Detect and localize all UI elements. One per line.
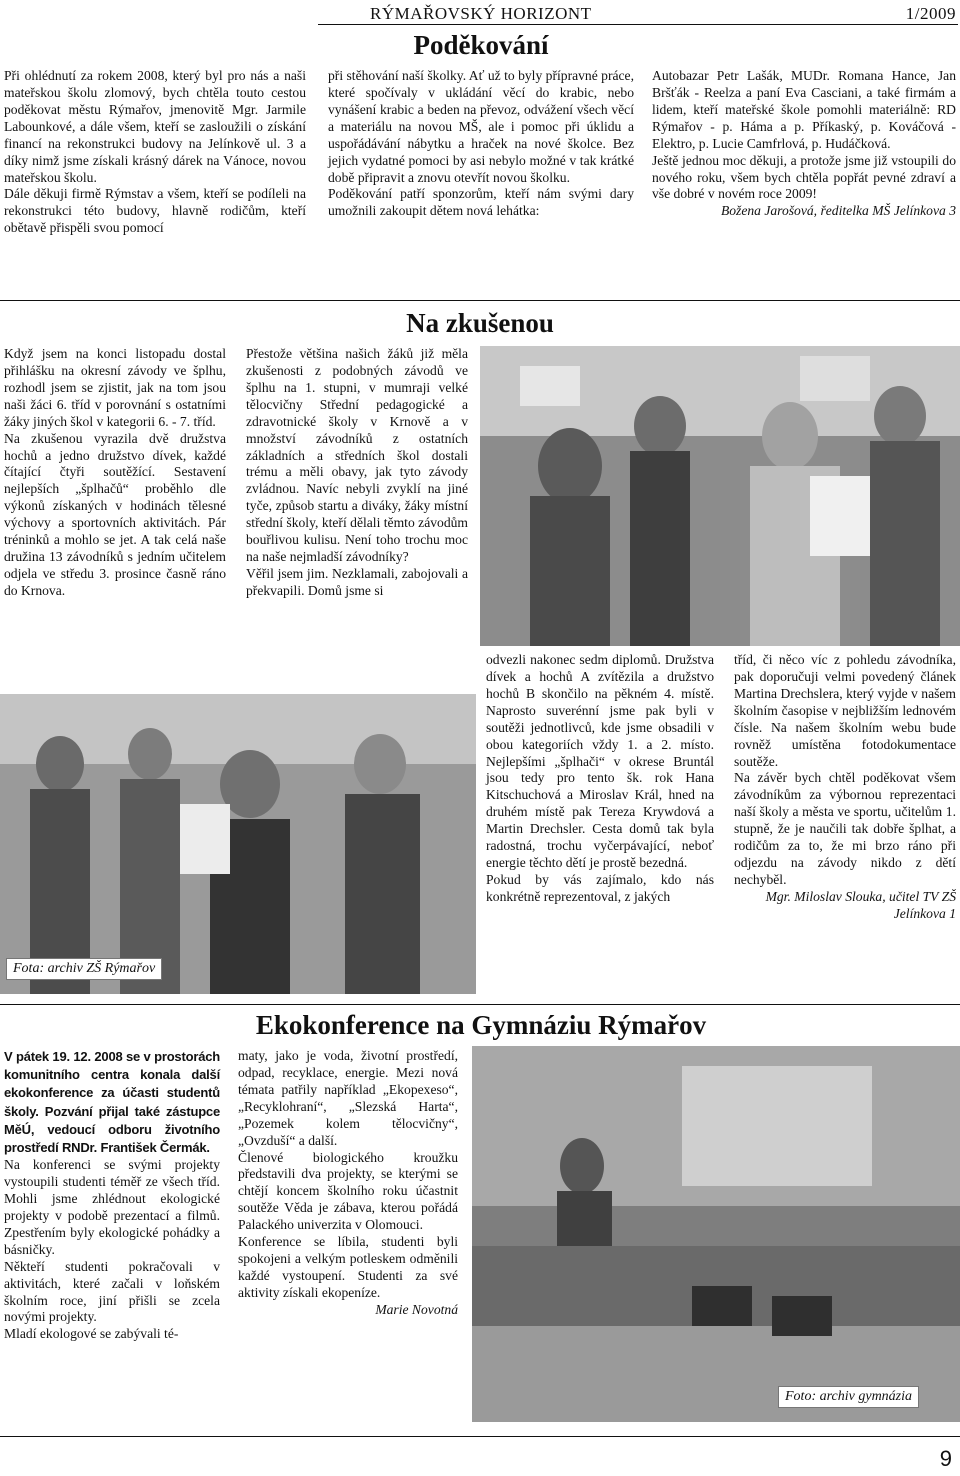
conference-photo — [472, 1046, 960, 1422]
paragraph: Na konferenci se svými projekty vystoupili studenti téměř ze všech tříd. Mohli jsme zhlédnout ekologické projekty v podobě prezentací a filmů. Zpestřením byly ekologické pohádky a básničky. — [4, 1157, 220, 1257]
photo-caption: Foto: archiv gymnázia — [778, 1386, 919, 1408]
paragraph: Na závěr bych chtěl poděkovat všem závodníkům za výbornou reprezentaci naší školy a města ve sportu, učitelům 1. stupně, že je naučili tak dobře šplhat, a rodičům za to, že mi brzo ráno při odjezdu na závody nikdo z dětí nechyběl. — [734, 770, 956, 887]
signature: Božena Jarošová, ředitelka MŠ Jelínkova 3 — [720, 203, 956, 219]
paragraph: Při ohlédnutí za rokem 2008, který byl pro nás a naši mateřskou školu zlomový, bych chtěla touto cestou poděkovat městu Rýmařov, jmenovitě Mgr. Jarmile Labounkové, a dále všem, kteří se zasloužili o získání financí na rekonstrukci budovy na Jelínkově ul. 3 a díky nimž jsme získali krásný dárek na Vánoce, novou mateřskou školu. — [4, 68, 306, 185]
paragraph: Mladí ekologové se zabývali té- — [4, 1326, 179, 1342]
section-divider — [0, 300, 960, 301]
paragraph: Pokud by vás zajímalo, kdo nás konkrétně reprezentoval, z jakých — [486, 871, 714, 904]
paragraph: Autobazar Petr Lašák, MUDr. Romana Hance, Jan Bršťák - Reelza a paní Eva Casciani, a také firmám a lidem, kteří mateřské škole pomohli materiálně: RD Rýmařov - p. Háma a p. Příkaský, p. Kováčová - Elektro, p. Lucie Camfrlová, p. Hudáčková. — [652, 68, 956, 151]
students-photo-bottom-image — [0, 694, 476, 994]
paragraph: Na zkušenou vyrazila dvě družstva hochů a jedno družstvo dívek, každé čítající čtyři soutěžící. Sestavení nejlepších „šplhačů“ proběhlo dle výkonů získaných v hodinách tělesné výchovy a sportovních aktivitách. Pár tréninků a mohlo se jet. A tak celá naše družina 13 závodníků s jedním učitelem odjela ve středu 3. prosince časně ráno do Krnova. — [4, 430, 226, 598]
eko-col-1 — [4, 1048, 220, 1343]
eko-col-2 — [238, 1048, 458, 1319]
paragraph: Konference se líbila, studenti byli spokojeni a velkým potleskem odměnili každé vystoupení. Studenti za své aktivity získali ekopeníze. — [238, 1234, 458, 1300]
paragraph: Dále děkuji firmě Rýmstav a všem, kteří se podíleli na rekonstrukci této budovy, hlavně rodičům, kteří obětavě přispěli svou pomocí — [4, 186, 306, 236]
students-photo-top-image — [480, 346, 960, 646]
eko-title: Ekokonference na Gymnáziu Rýmařov — [255, 1010, 707, 1040]
paragraph: Ještě jednou moc děkuji, a protože jsme již vstoupili do nového roku, všem bych chtěla popřát pevné zdraví a vše dobré v novém roce 2009! — [652, 152, 956, 202]
zkusenost-col-2 — [246, 346, 468, 600]
students-photo-top — [480, 346, 960, 646]
students-photo-bottom — [0, 694, 476, 994]
zkusenost-col-4 — [734, 652, 956, 923]
podekovani-col-1 — [4, 68, 306, 237]
paragraph: Když jsem na konci listopadu dostal přihlášku na okresní závody ve šplhu, rozhodl jsem se zjistit, jak na tom jsou naši žáci 6. tříd v porovnání s ostatními žáky jiných škol v kategorii 6. - 7. tříd. — [4, 346, 226, 429]
podekovani-col-2 — [328, 68, 634, 220]
photo-caption: Fota: archiv ZŠ Rýmařov — [6, 958, 162, 980]
paragraph: odvezli nakonec sedm diplomů. Družstva dívek a hochů A zvítězila a družstvo hochů B skončilo na pěkném 4. místě. Naprosto suverénní jsme pak byli v soutěži jednotlivců, kde jsme obsadili v obou kategoriích vždy 1. a 2. místo. Nejlepšími „šplhači“ v okrese Bruntál jsou tedy pro tento šk. rok Hana Kitschuchová a Miroslav Král, hned na druhém místě pak Tereza Krywdová a Martin Drechsler. Cesta domů tak byla radostná, trochu vyčerpávající, neboť energie těchto dětí je prostě bezedná. — [486, 652, 714, 871]
paragraph: tříd, či něco víc z pohledu závodníka, pak doporučuji velmi povedený článek Martina Drechslera, který vyjde v našem školním časopise v nejbližším lednovém čísle. Na našem školním webu bude rovněž umístěna fotodokumentace soutěže. — [734, 652, 956, 769]
signature: Mgr. Miloslav Slouka, učitel TV ZŠ Jelínkova 1 — [765, 888, 956, 921]
zkusenost-title: Na zkušenou — [406, 308, 554, 338]
paragraph: Členové biologického kroužku představili dva projekty, se kterými se chtějí koncem školního roku účastnit soutěže Věda je zábava, kterou pořádá Palackého univerzita v Olomouci. — [238, 1149, 458, 1233]
header-rule — [318, 24, 958, 25]
zkusenost-col-3 — [486, 652, 714, 906]
podekovani-col-3 — [652, 68, 956, 220]
paragraph: Někteří studenti pokračovali v aktivitách, které začali v loňském školním roce, jiní přišli se zcela novými projekty. — [4, 1258, 220, 1325]
page-header — [360, 4, 956, 26]
paragraph: maty, jako je voda, životní prostředí, odpad, recyklace, energie. Mezi nová témata patřily například „Ekopexeso“, „Recyklohraní“, „Slezská Harta“, „Pozemek kolem tělocvičny“, „Ovzduší“ a další. — [238, 1048, 458, 1148]
publication-name: RÝMAŘOVSKÝ HORIZONT — [370, 4, 592, 23]
paragraph: Přestože většina našich žáků již měla zkušenosti z podobných závodů ve šplhu na 1. stupni, v mumraji velké tělocvičny Střední pedagogické a zdravotnické školy v Krnově a v množství závodníků z ostatních základních a středních škol dostali trému a měli obavy, jak tyto závody zvládnou. Navíc nebyli zvyklí na jiné tyče, způsob startu a diváky, žáky místní střední školy, kteří dělali těmto závodům bouřlivou kulisu. Není toho trochu moc na naše nejmladší závodníky? — [246, 346, 468, 565]
paragraph: při stěhování naší školky. Ať už to byly přípravné práce, které spočívaly v ukládání věcí do krabic, nebo vynášení krabic a beden na převoz, odvážení všech věcí a materiálu na novou MŠ, ale i pomoc při úklidu a uspořádávání nábytku a hraček na nové školce. Bez jejich vydatné pomoci by asi nebylo možné v tak krátké době připravit a znovu otevřít novou školku. — [328, 68, 634, 185]
lead-paragraph: V pátek 19. 12. 2008 se v prostorách komunitního centra konala další ekokonference za účasti studentů školy. Pozvání přijal také zástupce MěÚ, vedoucí odboru životního prostředí RNDr. František Čermák. — [4, 1049, 220, 1155]
conference-photo-image — [472, 1046, 960, 1422]
paragraph: Poděkování patří sponzorům, kteří nám svými dary umožnili zakoupit dětem nová lehátka: — [328, 186, 634, 219]
signature: Marie Novotná — [375, 1301, 458, 1317]
section-divider — [0, 1004, 960, 1005]
footer-rule — [0, 1436, 960, 1437]
podekovani-title: Poděkování — [413, 30, 549, 60]
page-number: 9 — [939, 1446, 952, 1471]
zkusenost-col-1 — [4, 346, 226, 600]
paragraph: Věřil jsem jim. Nezklamali, zabojovali a překvapili. Domů jsme si — [246, 565, 468, 598]
issue-number: 1/2009 — [905, 4, 956, 23]
